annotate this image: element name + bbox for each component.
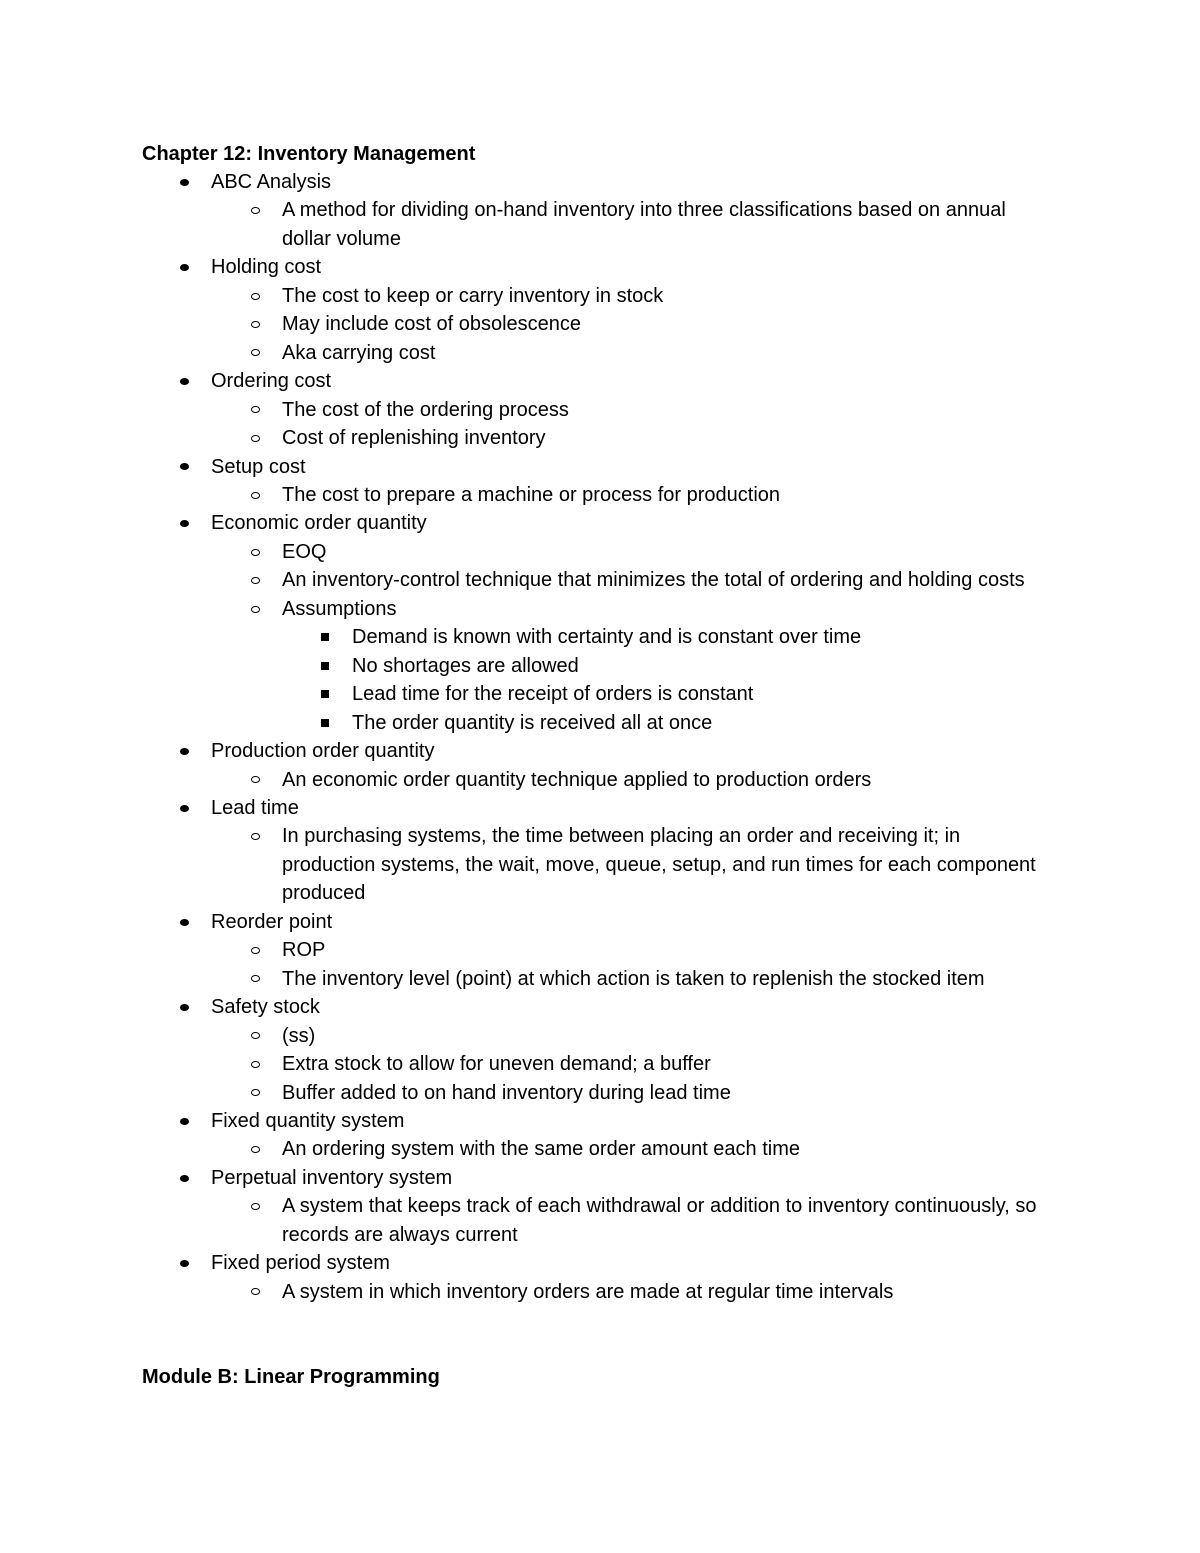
list-item	[0, 168, 1200, 196]
bullet-circle-icon	[248, 1278, 262, 1306]
list-item	[0, 310, 1200, 338]
list-item-text: EOQ	[282, 540, 327, 563]
bullet-dot-icon	[177, 993, 191, 1021]
list-item	[0, 1050, 1200, 1078]
bullet-square-icon	[318, 680, 332, 708]
list-item	[0, 993, 1200, 1021]
list-item-text: Reorder point	[211, 910, 333, 933]
bullet-circle-icon	[248, 965, 262, 993]
list-item	[0, 1022, 1200, 1050]
list-item	[0, 595, 1200, 623]
list-item-text: The order quantity is received all at once	[352, 711, 713, 734]
list-item-text: Setup cost	[211, 455, 306, 478]
list-item-text: Ordering cost	[211, 370, 332, 393]
list-item-text: Cost of replenishing inventory	[282, 427, 546, 450]
list-item	[0, 253, 1200, 281]
bullet-circle-icon	[248, 566, 262, 594]
bullet-dot-icon	[177, 1164, 191, 1192]
list-item	[0, 794, 1200, 822]
list-item-text: No shortages are allowed	[352, 654, 579, 677]
bullet-dot-icon	[177, 509, 191, 537]
list-item-text: An economic order quantity technique applied to production orders	[282, 768, 872, 791]
list-item-text: Demand is known with certainty and is constant over time	[352, 626, 862, 649]
bullet-dot-icon	[177, 737, 191, 765]
bullet-circle-icon	[248, 481, 262, 509]
list-item	[0, 566, 1200, 594]
list-item-text: The cost to prepare a machine or process for production	[282, 483, 781, 506]
bullet-circle-icon	[248, 310, 262, 338]
bullet-dot-icon	[177, 908, 191, 936]
list-item	[0, 481, 1200, 509]
list-item-text: A method for dividing on-hand inventory into three classifications based on annual dollar volume	[282, 199, 1006, 250]
list-item-text: The cost of the ordering process	[282, 398, 569, 421]
bullet-square-icon	[318, 652, 332, 680]
bullet-circle-icon	[248, 766, 262, 794]
list-item	[0, 396, 1200, 424]
list-item	[0, 1192, 1200, 1249]
bullet-circle-icon	[248, 1135, 262, 1163]
list-item	[0, 538, 1200, 566]
list-item-text: A system that keeps track of each withdrawal or addition to inventory continuously, so records are always current	[282, 1195, 1037, 1246]
bullet-circle-icon	[248, 396, 262, 424]
list-item	[0, 680, 1200, 708]
bullet-circle-icon	[248, 1022, 262, 1050]
bullet-dot-icon	[177, 1249, 191, 1277]
list-item	[0, 822, 1200, 907]
list-item	[0, 936, 1200, 964]
bullet-circle-icon	[248, 822, 262, 850]
list-item	[0, 1249, 1200, 1277]
bullet-circle-icon	[248, 1079, 262, 1107]
bullet-circle-icon	[248, 424, 262, 452]
list-item	[0, 965, 1200, 993]
bullet-circle-icon	[248, 936, 262, 964]
list-item-text: Lead time	[211, 796, 299, 819]
list-item	[0, 623, 1200, 651]
bullet-square-icon	[318, 623, 332, 651]
bullet-dot-icon	[177, 794, 191, 822]
list-item-text: Assumptions	[282, 597, 397, 620]
module-heading: Module B: Linear Programming	[142, 1366, 440, 1388]
list-item-text: Lead time for the receipt of orders is constant	[352, 683, 754, 706]
list-item-text: Perpetual inventory system	[211, 1166, 453, 1189]
list-item-text: ROP	[282, 939, 326, 962]
list-item-text: In purchasing systems, the time between placing an order and receiving it; in production systems, the wait, move, queue, setup, and run times for each component produced	[282, 825, 1036, 905]
bullet-circle-icon	[248, 1050, 262, 1078]
list-item	[0, 509, 1200, 537]
bullet-dot-icon	[177, 168, 191, 196]
list-item	[0, 1164, 1200, 1192]
list-item	[0, 453, 1200, 481]
list-item-text: Fixed period system	[211, 1252, 390, 1275]
bullet-dot-icon	[177, 253, 191, 281]
list-item-text: Safety stock	[211, 996, 320, 1019]
list-item-text: May include cost of obsolescence	[282, 313, 582, 336]
list-item-text: Buffer added to on hand inventory during lead time	[282, 1081, 731, 1104]
list-item-text: Fixed quantity system	[211, 1109, 405, 1132]
list-item	[0, 737, 1200, 765]
list-item	[0, 424, 1200, 452]
list-item	[0, 908, 1200, 936]
list-item-text: Production order quantity	[211, 740, 435, 763]
bullet-circle-icon	[248, 1192, 262, 1220]
bullet-dot-icon	[177, 453, 191, 481]
list-item	[0, 1107, 1200, 1135]
list-item	[0, 652, 1200, 680]
list-item	[0, 196, 1200, 253]
list-item-text: Economic order quantity	[211, 512, 427, 535]
list-item-text: Holding cost	[211, 256, 322, 279]
list-item	[0, 709, 1200, 737]
bullet-circle-icon	[248, 339, 262, 367]
list-item	[0, 282, 1200, 310]
list-item	[0, 339, 1200, 367]
bullet-circle-icon	[248, 282, 262, 310]
list-item-text: (ss)	[282, 1024, 316, 1047]
bullet-dot-icon	[177, 367, 191, 395]
list-item-text: The cost to keep or carry inventory in stock	[282, 284, 664, 307]
list-item-text: Aka carrying cost	[282, 341, 436, 364]
outline-list	[0, 168, 1200, 1306]
list-item-text: ABC Analysis	[211, 171, 332, 193]
list-item-text: A system in which inventory orders are made at regular time intervals	[282, 1280, 894, 1303]
chapter-heading: Chapter 12: Inventory Management	[142, 143, 476, 165]
list-item	[0, 1278, 1200, 1306]
bullet-circle-icon	[248, 595, 262, 623]
list-item	[0, 367, 1200, 395]
list-item	[0, 766, 1200, 794]
list-item-text: An inventory-control technique that minimizes the total of ordering and holding costs	[282, 569, 1025, 592]
list-item	[0, 1079, 1200, 1107]
list-item-text: The inventory level (point) at which action is taken to replenish the stocked item	[282, 967, 985, 990]
bullet-dot-icon	[177, 1107, 191, 1135]
list-item-text: Extra stock to allow for uneven demand; a buffer	[282, 1053, 711, 1076]
list-item	[0, 1135, 1200, 1163]
bullet-circle-icon	[248, 538, 262, 566]
list-item-text: An ordering system with the same order amount each time	[282, 1138, 801, 1161]
bullet-square-icon	[318, 709, 332, 737]
bullet-circle-icon	[248, 196, 262, 224]
